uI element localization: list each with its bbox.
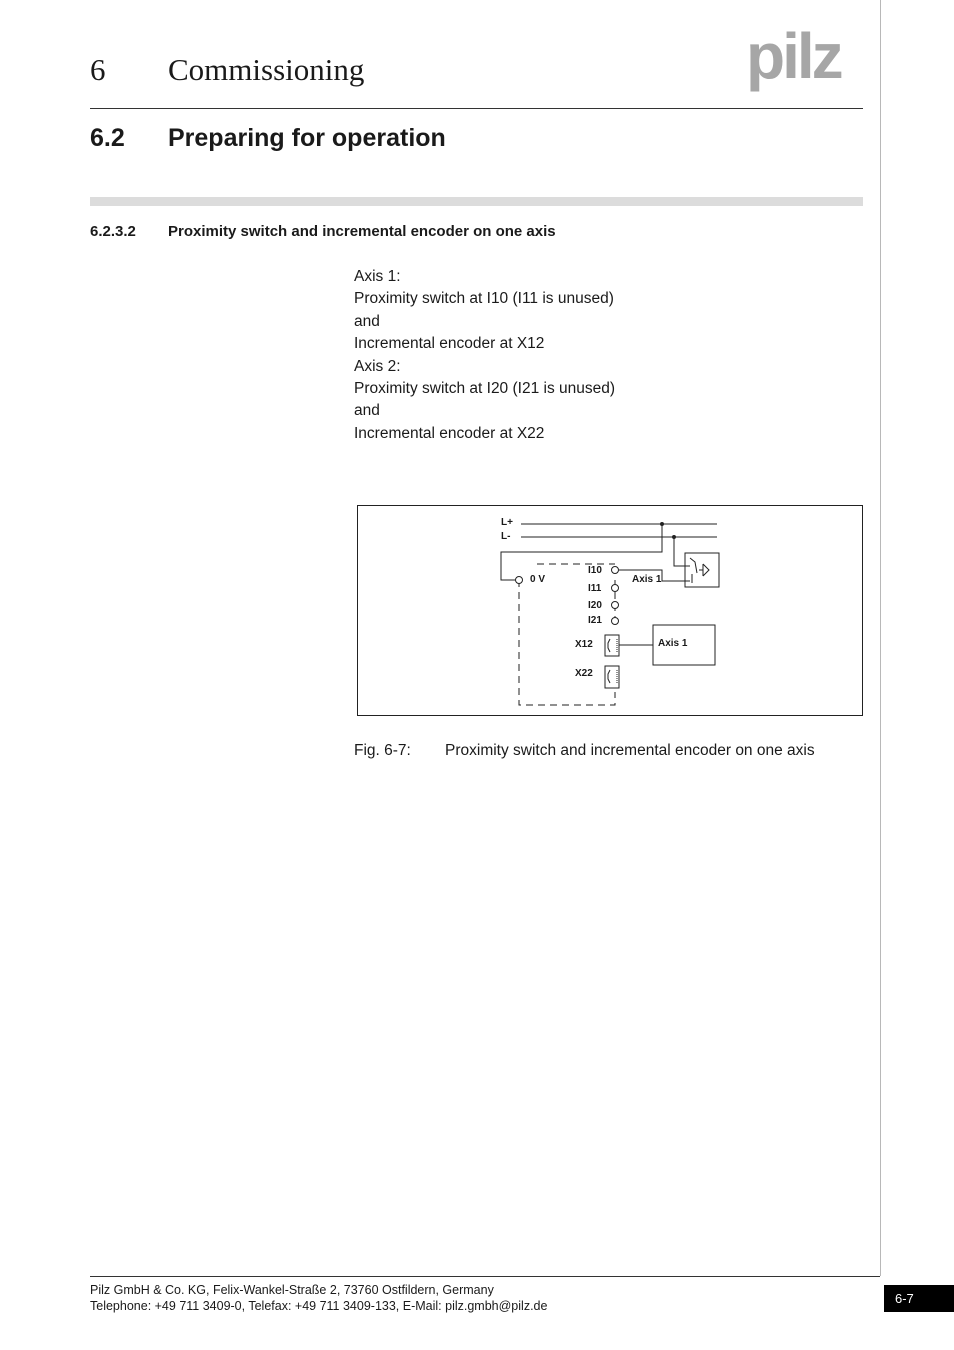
- footer-contact: Telephone: +49 711 3409-0, Telefax: +49 711 3409-133, E-Mail: pilz.gmbh@pilz.de: [90, 1299, 548, 1313]
- subsection-title: Proximity switch and incremental encoder on one axis: [168, 223, 556, 240]
- wiring-diagram: [357, 505, 863, 716]
- label-i20: I20: [588, 600, 602, 611]
- wiring-diagram-drawing: [358, 506, 864, 717]
- right-margin-rule: [880, 0, 881, 1276]
- body-line: and: [354, 402, 380, 420]
- chapter-number: 6: [90, 52, 106, 87]
- footer-rule: [90, 1276, 880, 1277]
- pilz-logo-text: pilz: [746, 26, 841, 92]
- body-line: Proximity switch at I20 (I21 is unused): [354, 380, 616, 398]
- label-i10: I10: [588, 565, 602, 576]
- figure-caption-text: Proximity switch and incremental encoder on one axis: [445, 742, 815, 759]
- label-x22: X22: [575, 668, 593, 679]
- figure-caption-number: Fig. 6-7:: [354, 742, 411, 759]
- label-axis1-encoder: Axis 1: [658, 638, 688, 649]
- body-line: Axis 1:: [354, 268, 401, 285]
- footer-address: Pilz GmbH & Co. KG, Felix-Wankel-Straße 2, 73760 Ostfildern, Germany: [90, 1283, 494, 1297]
- label-l-plus: L+: [501, 517, 513, 528]
- body-text: [354, 266, 615, 445]
- body-line: and: [354, 312, 380, 330]
- label-axis1-switch: Axis 1: [632, 574, 662, 585]
- label-0v: 0 V: [530, 574, 546, 585]
- section-number: 6.2: [90, 124, 125, 152]
- label-i11: I11: [588, 583, 602, 594]
- header-rule: [90, 108, 863, 109]
- section-title: Preparing for operation: [168, 124, 446, 152]
- body-line: Proximity switch at I10 (I11 is unused): [354, 290, 614, 308]
- pilz-logo: [746, 26, 864, 94]
- page-number-badge: 6-7: [884, 1285, 954, 1312]
- section-divider-bar: [90, 197, 863, 206]
- label-x12: X12: [575, 639, 593, 650]
- label-l-minus: L-: [501, 531, 511, 542]
- chapter-title: Commissioning: [168, 52, 365, 87]
- body-line: Axis 2:: [354, 357, 401, 375]
- subsection-number: 6.2.3.2: [90, 223, 136, 240]
- label-i21: I21: [588, 615, 602, 626]
- body-line: Incremental encoder at X22: [354, 424, 545, 442]
- body-line: Incremental encoder at X12: [354, 335, 545, 353]
